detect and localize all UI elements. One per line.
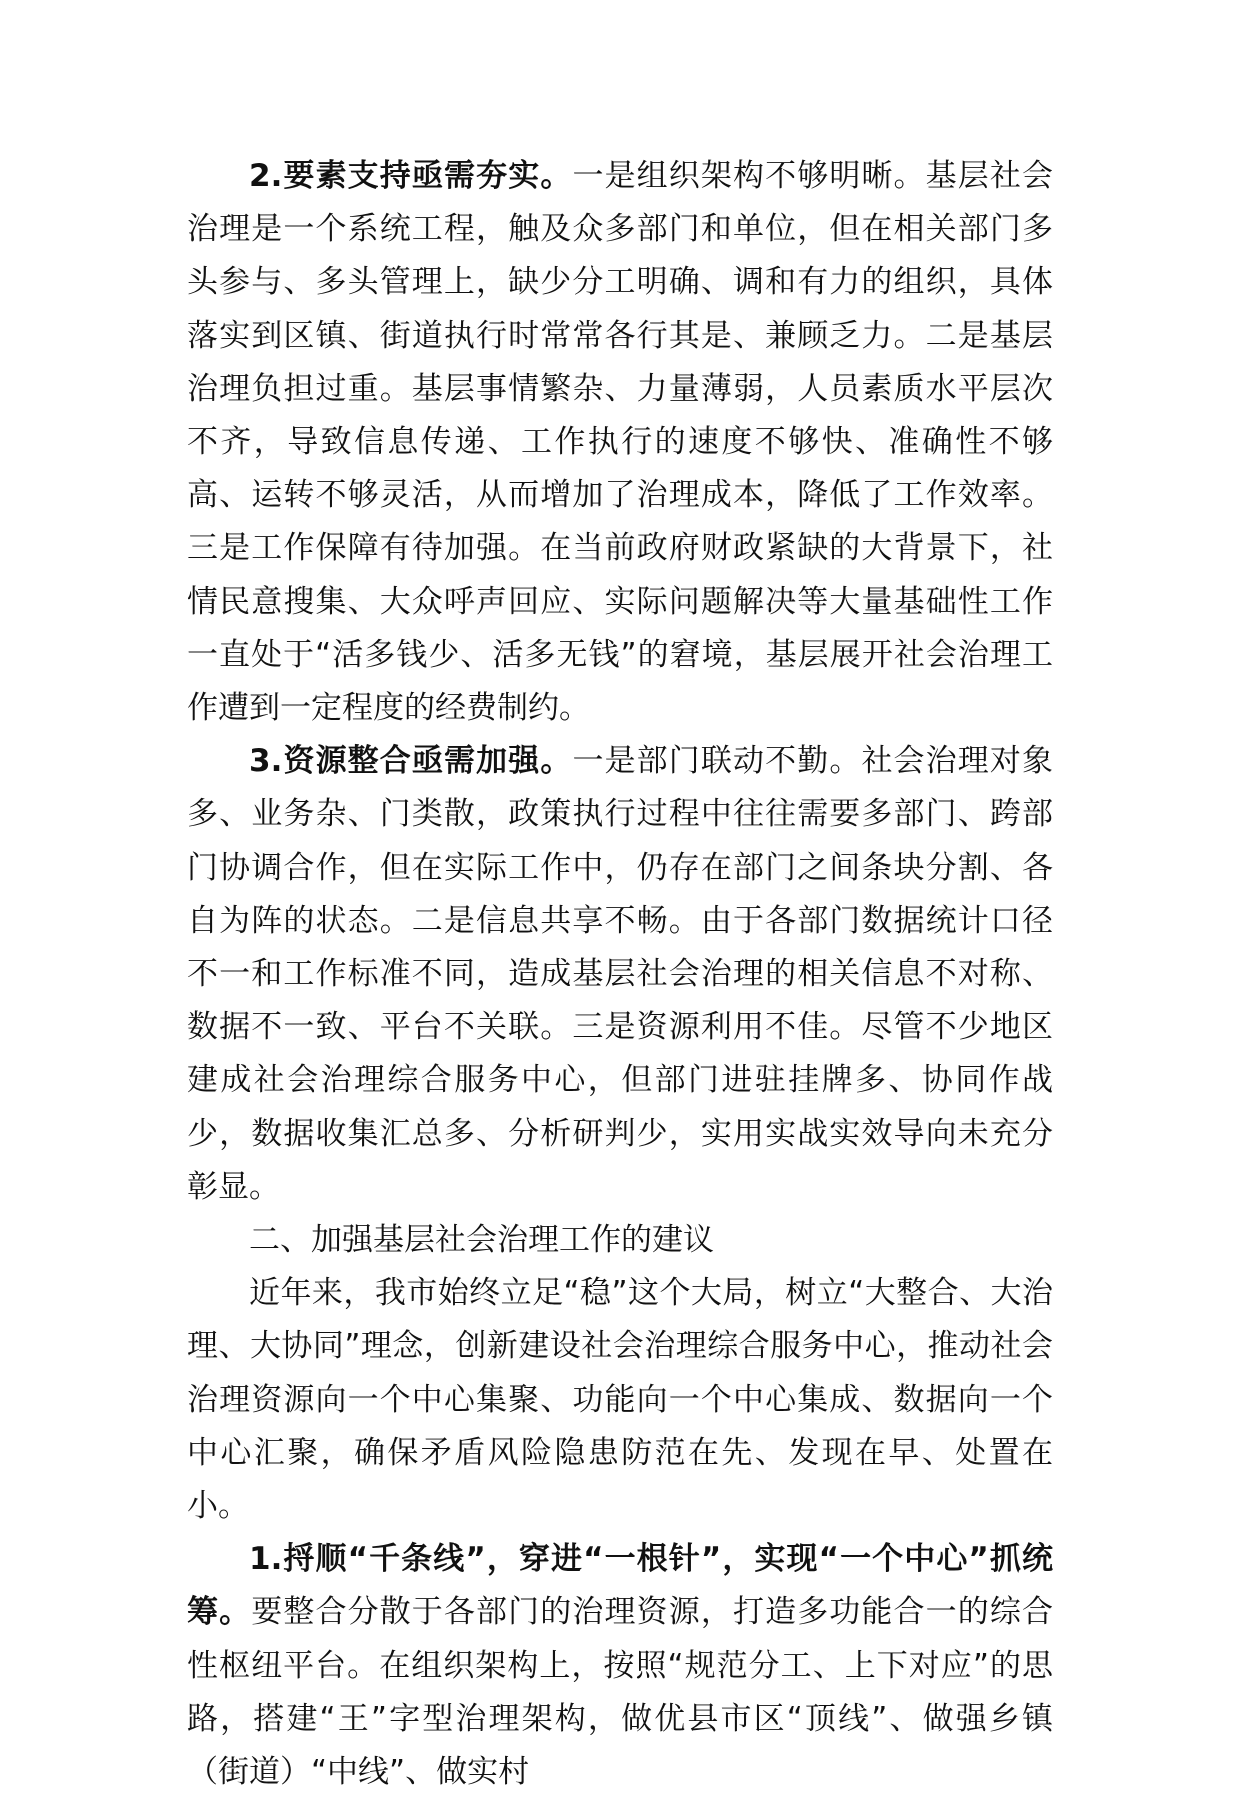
section-heading-suggestions bbox=[187, 1214, 1053, 1267]
paragraph-heading: 1.捋顺“千条线”，穿进“一根针”，实现“一个中心”抓统筹。 bbox=[187, 1541, 1053, 1631]
paragraph-text: 近年来，我市始终立足“稳”这个大局，树立“大整合、大治理、大协同”理念，创新建设社会治理综合服务中心，推动社会治理资源向一个中心集聚、功能向一个中心集成、数据向一个中心汇聚，确保矛盾风险隐患防范在先、发现在早、处置在小。 bbox=[187, 1275, 1053, 1525]
paragraph-one-center bbox=[187, 1533, 1053, 1799]
document-body bbox=[187, 150, 1053, 1799]
paragraph-resource-integration bbox=[187, 735, 1053, 1214]
paragraph-element-support bbox=[187, 150, 1053, 735]
paragraph-text: 要整合分散于各部门的治理资源，打造多功能合一的综合性枢纽平台。在组织架构上，按照“规范分工、上下对应”的思路，搭建“王”字型治理架构，做优县市区“顶线”、做强乡镇（街道）“中线”、做实村 bbox=[187, 1594, 1054, 1791]
section-heading-text: 二、加强基层社会治理工作的建议 bbox=[249, 1222, 714, 1259]
paragraph-intro bbox=[187, 1267, 1053, 1533]
paragraph-heading: 3.资源整合亟需加强。 bbox=[249, 743, 573, 780]
paragraph-heading: 2.要素支持亟需夯实。 bbox=[249, 158, 573, 194]
paragraph-text: 一是组织架构不够明晰。基层社会治理是一个系统工程，触及众多部门和单位，但在相关部门多头参与、多头管理上，缺少分工明确、调和有力的组织，具体落实到区镇、街道执行时常常各行其是、兼顾乏力。二是基层治理负担过重。基层事情繁杂、力量薄弱，人员素质水平层次不齐，导致信息传递、工作执行的速度不够快、准确性不够高、运转不够灵活，从而增加了治理成本，降低了工作效率。三是工作保障有待加强。在当前政府财政紧缺的大背景下，社情民意搜集、大众呼声回应、实际问题解决等大量基础性工作一直处于“活多钱少、活多无钱”的窘境，基层展开社会治理工作遭到一定程度的经费制约。 bbox=[187, 158, 1053, 727]
paragraph-text: 一是部门联动不勤。社会治理对象多、业务杂、门类散，政策执行过程中往往需要多部门、跨部门协调合作，但在实际工作中，仍存在部门之间条块分割、各自为阵的状态。二是信息共享不畅。由于各部门数据统计口径不一和工作标准不同，造成基层社会治理的相关信息不对称、数据不一致、平台不关联。三是资源利用不佳。尽管不少地区建成社会治理综合服务中心，但部门进驻挂牌多、协同作战少，数据收集汇总多、分析研判少，实用实战实效导向未充分彰显。 bbox=[187, 743, 1053, 1205]
